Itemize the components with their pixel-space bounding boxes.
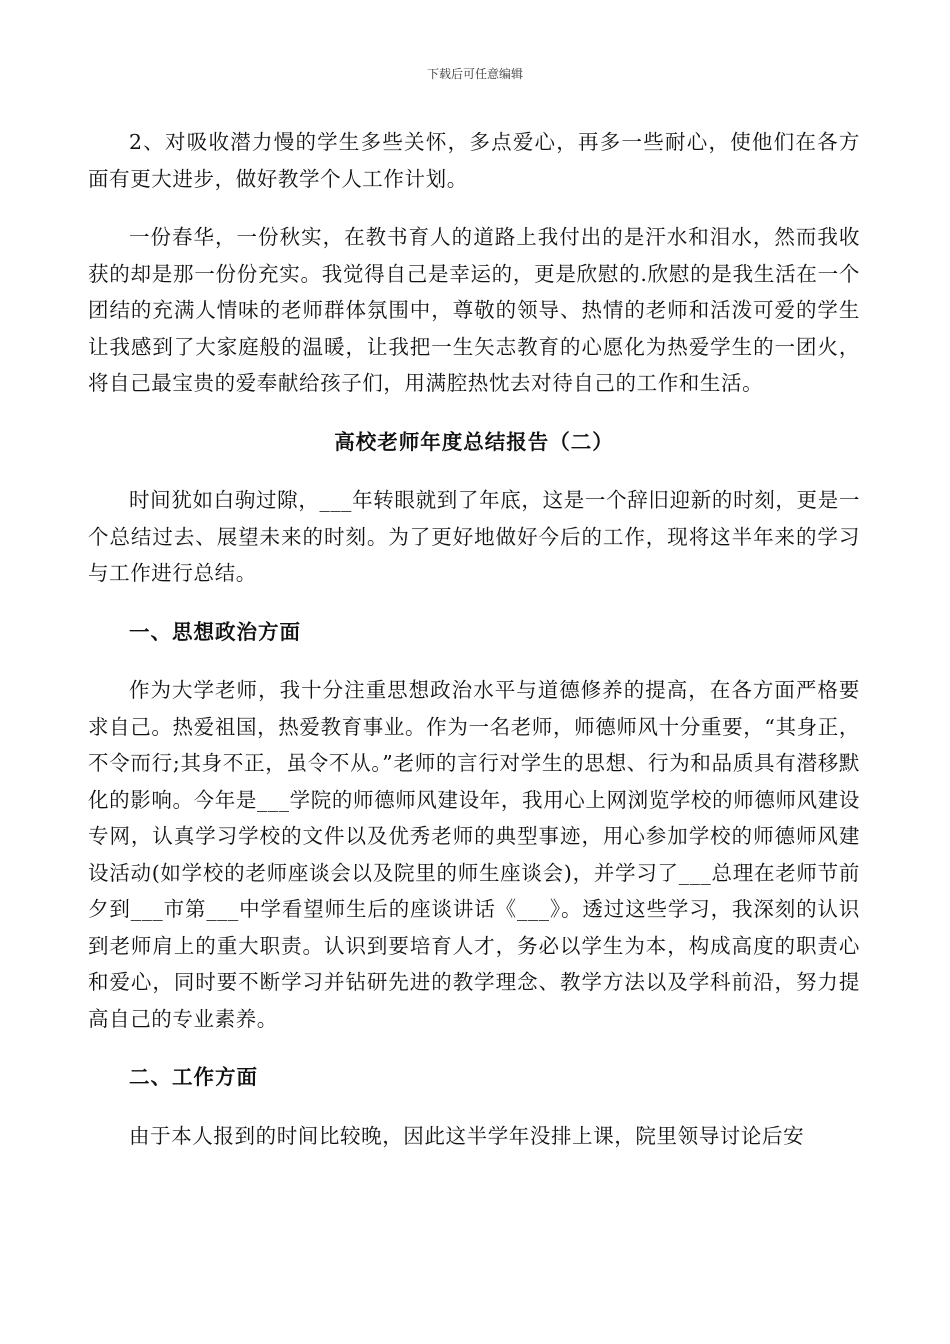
section-title: 高校老师年度总结报告（二） — [334, 429, 614, 454]
document-body — [88, 124, 860, 1154]
paragraph-gap — [88, 402, 860, 424]
heading-ideology: 一、思想政治方面 — [129, 619, 301, 644]
paragraph-reflection: 一份春华，一份秋实，在教书育人的道路上我付出的是汗水和泪水，然而我收获的却是那一份份充实。我觉得自己是幸运的，更是欣慰的.欣慰的是我生活在一个团结的充满人情味的老师群体氛围中，尊敬的领导、热情的老师和活泼可爱的学生让我感到了大家庭般的温暖，让我把一生矢志教育的心愿化为热爱学生的一团火，将自己最宝贵的爱奉献给孩子们，用满腔热忱去对待自己的工作和生活。 — [88, 225, 860, 395]
paragraph-gap — [88, 460, 860, 482]
paragraph-gap — [88, 650, 860, 672]
paragraph-ideology: 作为大学老师，我十分注重思想政治水平与道德修养的提高，在各方面严格要求自己。热爱祖国，热爱教育事业。作为一名老师，师德师风十分重要，“其身正，不令而行;其身不正，虽令不从。”老师的言行对学生的思想、行为和品质具有潜移默化的影响。今年是___学院的师德师风建设年，我用心上网浏览学校的师德师风建设专网，认真学习学校的文件以及优秀老师的典型事迹，用心参加学校的师德师风建设活动(如学校的老师座谈会以及院里的师生座谈会)，并学习了___总理在老师节前夕到___市第___中学看望师生后的座谈讲话《___》。透过这些学习，我深刻的认识到老师肩上的重大职责。认识到要培育人才，务必以学生为本，构成高度的职责心和爱心，同时要不断学习并钻研先进的教学理念、教学方法以及学科前沿，努力提高自己的专业素养。 — [88, 678, 860, 1031]
heading-work: 二、工作方面 — [129, 1065, 258, 1089]
paragraph-gap — [88, 1037, 860, 1059]
paragraph-work: 由于本人报到的时间比较晚，因此这半学年没排上课，院里领导讨论后安 — [129, 1123, 805, 1148]
paragraph-care-students: 2、对吸收潜力慢的学生多些关怀，多点爱心，再多一些耐心，使他们在各方面有更大进步，做好教学个人工作计划。 — [88, 130, 860, 191]
paragraph-gap — [88, 197, 860, 219]
paragraph-gap — [88, 1096, 860, 1118]
page-header: 下载后可任意编辑 — [426, 67, 523, 81]
paragraph-intro: 时间犹如白驹过隙，___年转眼就到了年底，这是一个辞旧迎新的时刻，更是一个总结过去、展望未来的时刻。为了更好地做好今后的工作，现将这半年来的学习与工作进行总结。 — [88, 488, 860, 585]
paragraph-gap — [88, 592, 860, 614]
